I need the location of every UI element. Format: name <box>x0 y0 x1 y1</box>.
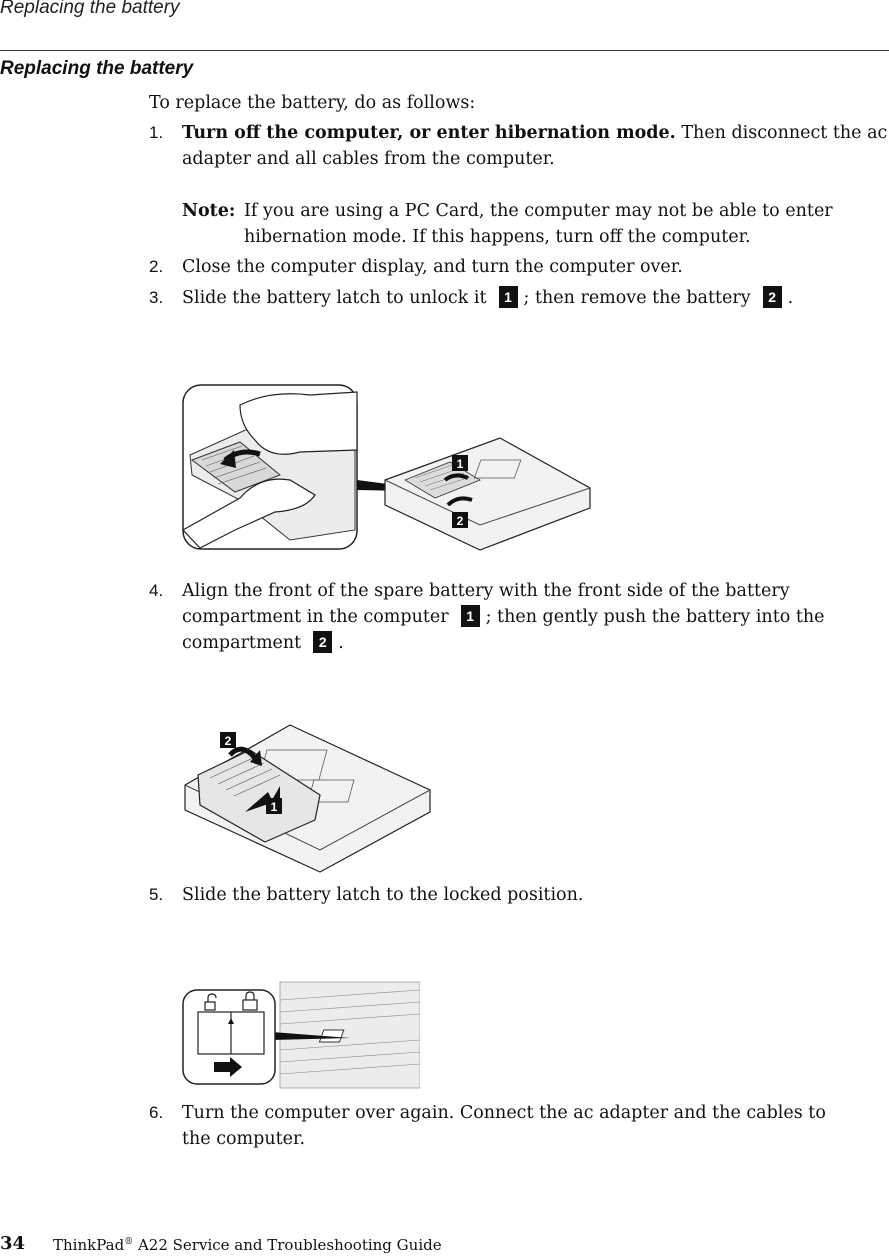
battery-insertion-illustration <box>180 720 440 880</box>
battery-removal-illustration <box>180 380 600 560</box>
step-6-number: 6. <box>149 1103 164 1122</box>
step-4-line1: Align the front of the spare battery with the front side of the battery <box>182 581 790 601</box>
step-2-number: 2. <box>149 257 164 276</box>
note-line-2: hibernation mode. If this happens, turn off the computer. <box>244 227 751 247</box>
note-label: Note: <box>182 201 236 221</box>
step-1-number: 1. <box>149 123 164 142</box>
callout-1: 1 <box>499 286 518 308</box>
battery-latch-illustration <box>180 980 420 1090</box>
running-header: Replacing the battery <box>0 0 180 18</box>
step-3-before: Slide the battery latch to unlock it <box>182 288 487 308</box>
step-4-line3-after: . <box>338 633 344 653</box>
footer-title-suffix: A22 Service and Troubleshooting Guide <box>133 1236 442 1254</box>
figure-2-callout-1-label: 1 <box>270 800 278 814</box>
step-4-number: 4. <box>149 581 164 600</box>
step-4-line2-before: compartment in the computer <box>182 607 449 627</box>
callout-1: 1 <box>461 605 480 627</box>
footer-title-prefix: ThinkPad <box>53 1236 125 1254</box>
step-3-middle: ; then remove the battery <box>523 288 751 308</box>
figure-1-callout-2-label: 2 <box>456 514 464 528</box>
step-3-after: . <box>787 288 794 308</box>
header-rule <box>0 50 889 51</box>
step-4-line2 <box>182 604 825 630</box>
step-2-text: Close the computer display, and turn the computer over. <box>182 257 683 277</box>
laptop-bottom <box>385 438 590 550</box>
step-1-line2: adapter and all cables from the computer. <box>182 149 555 169</box>
note-line-1: If you are using a PC Card, the computer may not be able to enter <box>244 201 833 221</box>
step-4-line2-after: ; then gently push the battery into the <box>485 607 825 627</box>
step-1-bold: Turn off the computer, or enter hibernation mode. <box>182 123 676 143</box>
figure-1-callout-1-label: 1 <box>456 457 464 471</box>
callout-2: 2 <box>763 286 782 308</box>
step-4-line3 <box>182 630 344 656</box>
section-title: Replacing the battery <box>0 58 194 79</box>
step-6-line2: the computer. <box>182 1129 306 1149</box>
step-3-text <box>182 285 793 311</box>
step-5-number: 5. <box>149 885 164 904</box>
callout-2: 2 <box>313 631 332 653</box>
registered-mark: ® <box>124 1237 134 1247</box>
step-6-line1: Turn the computer over again. Connect the ac adapter and the cables to <box>182 1103 826 1123</box>
page-number: 34 <box>0 1233 26 1254</box>
step-1-after: Then disconnect the ac <box>675 123 888 143</box>
step-1-text <box>182 120 887 146</box>
intro-text: To replace the battery, do as follows: <box>149 93 476 113</box>
step-3-number: 3. <box>149 288 164 307</box>
footer-title <box>53 1236 442 1254</box>
step-5-text: Slide the battery latch to the locked position. <box>182 885 584 905</box>
step-4-line3-before: compartment <box>182 633 302 653</box>
figure-2-callout-2-label: 2 <box>224 734 232 748</box>
